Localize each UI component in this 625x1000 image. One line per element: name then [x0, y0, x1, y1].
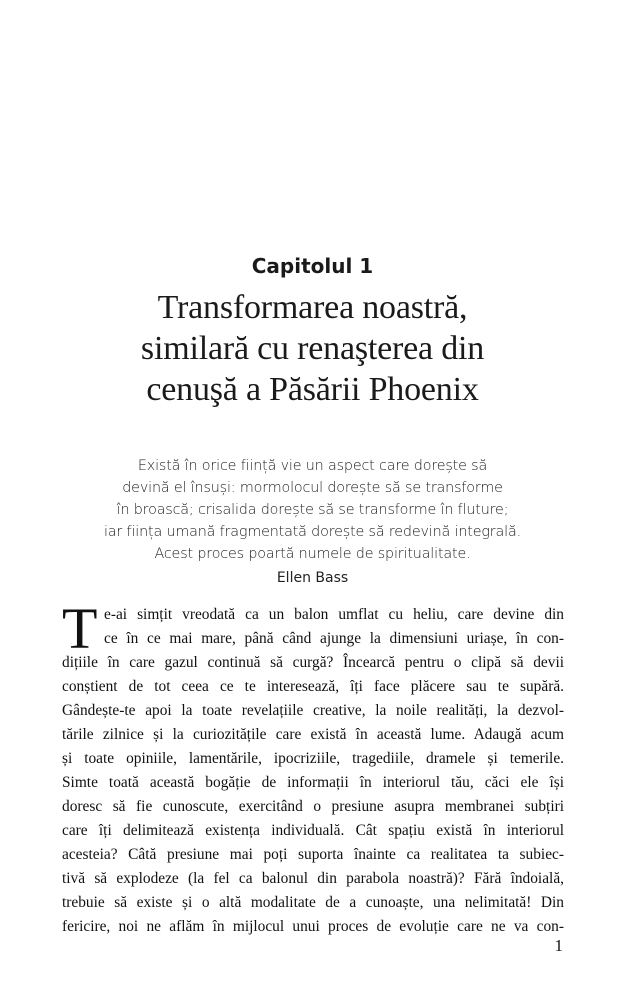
chapter-title	[0, 287, 625, 410]
epigraph-line: Există în orice ființă vie un aspect care dorește să	[137, 458, 488, 474]
epigraph-line: Acest proces poartă numele de spiritualitate.	[154, 546, 471, 562]
body-line: doresc să fie cunoscute, exercitând o presiune asupra membranei subțiri	[62, 798, 564, 815]
drop-cap: T	[62, 596, 98, 661]
chapter-title-line: cenuşă a Păsării Phoenix	[146, 371, 479, 408]
page-number: 1	[554, 936, 563, 955]
body-line: care îți delimitează existența individuală. Cât spațiu există în interiorul	[62, 822, 564, 839]
epigraph-line: devină el însuși: mormolocul dorește să se transforme	[122, 480, 503, 496]
body-line: conștient de tot ceea ce te interesează, îți face plăcere sau te supără.	[62, 678, 564, 695]
body-line: Simte toată această bogăție de informații în interiorul tău, căci ele își	[62, 774, 564, 791]
epigraph	[0, 455, 625, 565]
body-line: tările zilnice și la curiozitățile care există în această lume. Adaugă acum	[62, 726, 564, 743]
body-line: dițiile în care gazul continuă să curgă? Încearcă pentru o clipă să devii	[62, 654, 564, 671]
epigraph-line: iar ființa umană fragmentată dorește să redevină integrală.	[104, 524, 521, 540]
body-line: ce în ce mai mare, până când ajunge la dimensiuni uriașe, în con-	[104, 630, 564, 647]
chapter-title-line: similară cu renaşterea din	[140, 330, 485, 367]
body-line: și toate opiniile, lamentările, ipocriziile, tragediile, dramele și temerile.	[62, 750, 564, 767]
epigraph-line: în broască; crisalida dorește să se transforme în fluture;	[116, 502, 509, 518]
body-line: trebuie să existe și o altă modalitate de a cunoaște, una nelimitată! Din	[62, 894, 564, 911]
body-line: tivă să explodeze (la fel ca balonul din parabola noastră)? Fără îndoială,	[62, 870, 564, 887]
epigraph-author: Ellen Bass	[276, 570, 349, 586]
body-line: fericire, noi ne aflăm în mijlocul unui proces de evoluție care ne va con-	[62, 918, 564, 935]
chapter-title-line: Transformarea noastră,	[157, 289, 468, 326]
body-line: Gândește-te apoi la toate revelațiile creative, la noile realități, la dezvol-	[62, 702, 564, 719]
body-line: e-ai simțit vreodată ca un balon umflat cu heliu, care devine din	[104, 606, 564, 623]
body-line: acesteia? Câtă presiune mai poți suporta înainte ca realitatea ta subiec-	[62, 846, 564, 863]
body-text	[62, 596, 564, 939]
chapter-label: Capitolul 1	[251, 254, 374, 278]
